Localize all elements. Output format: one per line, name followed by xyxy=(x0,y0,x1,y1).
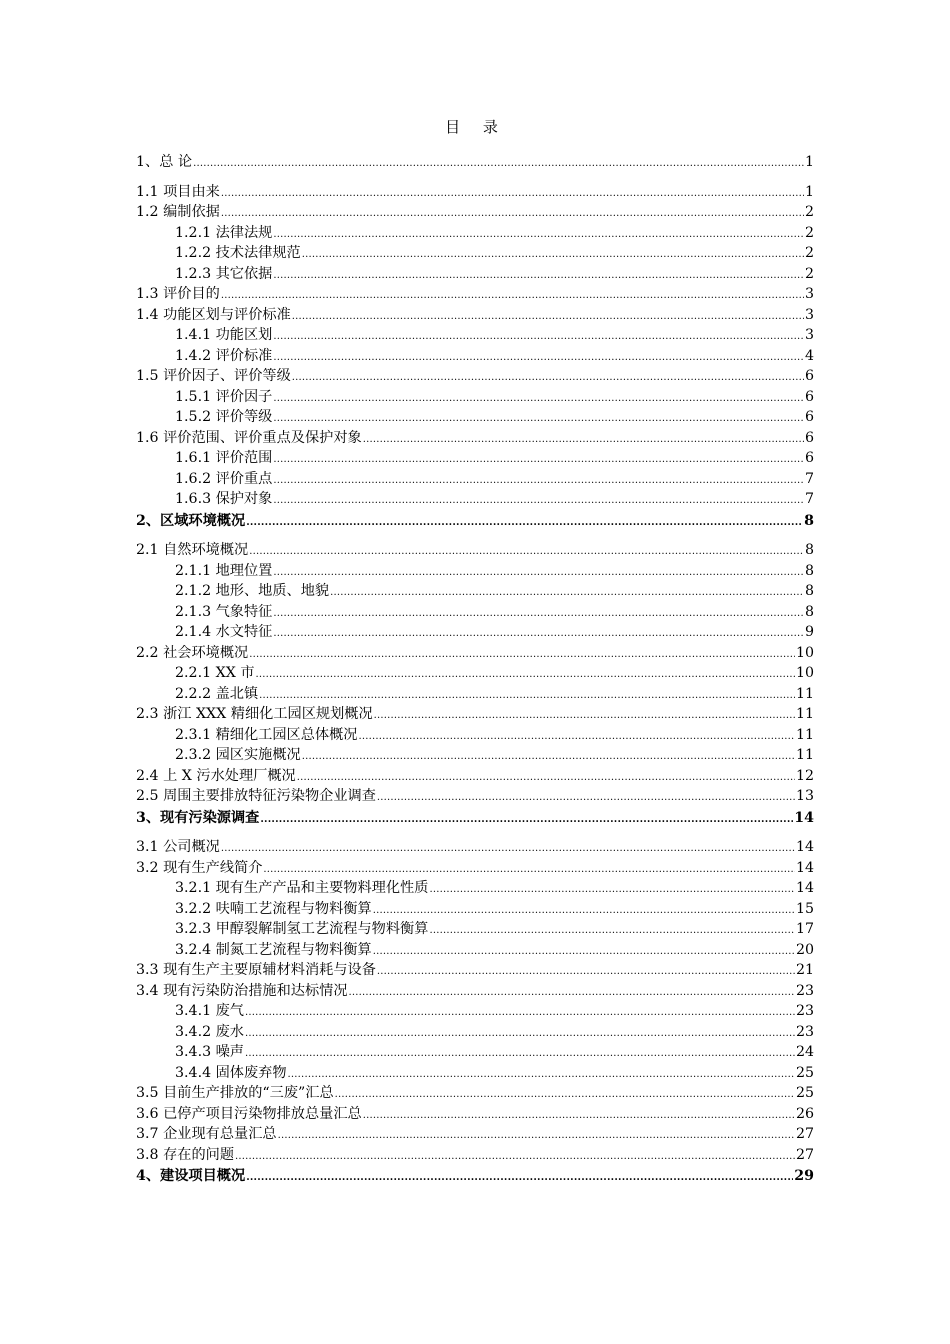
toc-entry-label: 1.6.2 评价重点 xyxy=(175,470,273,487)
toc-page-number: 11 xyxy=(795,726,814,743)
toc-entry[interactable] xyxy=(136,704,814,725)
toc-dot-leader xyxy=(273,471,804,490)
toc-entry[interactable] xyxy=(136,581,814,602)
toc-dot-leader xyxy=(259,686,795,705)
toc-dot-leader xyxy=(235,1147,795,1166)
toc-entry[interactable] xyxy=(136,325,814,346)
toc-entry-label: 3.4 现有污染防治措施和达标情况 xyxy=(136,982,348,999)
toc-entry-label: 1.3 评价目的 xyxy=(136,286,220,302)
toc-dot-leader xyxy=(273,491,804,510)
toc-page-number: 23 xyxy=(795,1003,814,1019)
toc-page-number: 7 xyxy=(804,491,814,507)
toc-entry[interactable] xyxy=(136,1083,814,1104)
toc-dot-leader xyxy=(292,307,804,326)
toc-entry-label: 1.5.1 评价因子 xyxy=(175,388,273,405)
toc-entry-label: 3.2.1 现有生产产品和主要物料理化性质 xyxy=(175,880,429,896)
toc-page-number: 27 xyxy=(795,1146,814,1163)
toc-dot-leader xyxy=(302,245,804,264)
toc-page-number: 8 xyxy=(804,512,814,529)
toc-dot-leader xyxy=(246,1168,793,1187)
toc-page-number: 2 xyxy=(804,224,814,241)
toc-dot-leader xyxy=(273,266,804,285)
toc-page-number: 14 xyxy=(795,859,814,876)
toc-entry[interactable] xyxy=(136,837,814,858)
toc-entry[interactable] xyxy=(136,1001,814,1022)
toc-entry-label: 3.8 存在的问题 xyxy=(136,1146,235,1163)
toc-page-number: 24 xyxy=(795,1044,814,1060)
toc-entry-label: 2.1 自然环境概况 xyxy=(136,542,249,558)
toc-page-number: 6 xyxy=(804,429,814,446)
toc-page-number: 3 xyxy=(804,306,814,323)
toc-entry-label: 2.3.2 园区实施概况 xyxy=(175,747,301,763)
toc-page-number: 8 xyxy=(804,603,814,620)
toc-entry-label: 3.3 现有生产主要原辅材料消耗与设备 xyxy=(136,962,376,978)
toc-dot-leader xyxy=(245,1044,795,1063)
toc-entry-label: 3.7 企业现有总量汇总 xyxy=(136,1126,277,1142)
toc-dot-leader xyxy=(273,450,804,469)
toc-dot-leader xyxy=(249,542,804,561)
toc-entry-label: 1.6 评价范围、评价重点及保护对象 xyxy=(136,429,362,446)
toc-dot-leader xyxy=(273,409,804,428)
toc-page-number: 15 xyxy=(795,900,814,917)
toc-dot-leader xyxy=(330,583,804,602)
toc-entry-label: 3、现有污染源调查 xyxy=(136,809,260,826)
toc-entry-label: 2.1.4 水文特征 xyxy=(175,624,273,640)
toc-entry-label: 2.3.1 精细化工园区总体概况 xyxy=(175,726,358,743)
toc-dot-leader xyxy=(377,962,795,981)
toc-page-number: 27 xyxy=(795,1126,814,1142)
toc-dot-leader xyxy=(263,860,795,879)
toc-entry-label: 1.2 编制依据 xyxy=(136,204,220,220)
toc-dot-leader xyxy=(245,1024,795,1043)
toc-entry-label: 3.2.4 制氮工艺流程与物料衡算 xyxy=(175,941,372,958)
toc-entry-label: 3.4.3 噪声 xyxy=(175,1044,244,1060)
toc-entry-label: 2.1.2 地形、地质、地貌 xyxy=(175,583,330,599)
toc-entry[interactable] xyxy=(136,1104,814,1125)
toc-dot-leader xyxy=(278,1126,795,1145)
toc-page-number: 25 xyxy=(795,1085,814,1101)
toc-entry-label: 1.6.1 评价范围 xyxy=(175,450,273,466)
toc-chapter-entry[interactable] xyxy=(136,152,814,173)
toc-dot-leader xyxy=(288,1065,795,1084)
toc-entry-label: 3.4.2 废水 xyxy=(175,1023,244,1040)
toc-dot-leader xyxy=(273,348,804,367)
toc-entry[interactable] xyxy=(136,745,814,766)
toc-page-number: 6 xyxy=(804,388,814,405)
toc-dot-leader xyxy=(273,624,804,643)
toc-page-number: 14 xyxy=(795,880,814,896)
toc-page-number: 8 xyxy=(804,583,814,599)
table-of-contents xyxy=(136,151,814,1196)
toc-entry-label: 1.5.2 评价等级 xyxy=(175,409,273,425)
toc-dot-leader xyxy=(273,327,804,346)
toc-entry[interactable] xyxy=(136,387,814,408)
toc-entry[interactable] xyxy=(136,684,814,705)
toc-chapter-entry[interactable] xyxy=(136,1166,814,1187)
toc-page-number: 21 xyxy=(795,962,814,978)
toc-page-number: 6 xyxy=(804,450,814,466)
toc-entry[interactable] xyxy=(136,182,814,203)
toc-entry[interactable] xyxy=(136,858,814,879)
toc-entry-label: 2.3 浙江 XXX 精细化工园区规划概况 xyxy=(136,706,373,722)
toc-dot-leader xyxy=(363,430,804,449)
toc-chapter-entry[interactable] xyxy=(136,808,814,829)
toc-entry[interactable] xyxy=(136,960,814,981)
toc-page-number: 3 xyxy=(804,327,814,343)
toc-entry-label: 1.2.2 技术法律规范 xyxy=(175,245,301,261)
toc-entry[interactable] xyxy=(136,489,814,510)
toc-dot-leader xyxy=(273,604,804,623)
toc-entry[interactable] xyxy=(136,305,814,326)
toc-entry-label: 1.4.1 功能区划 xyxy=(175,327,273,343)
toc-entry[interactable] xyxy=(136,622,814,643)
toc-entry[interactable] xyxy=(136,223,814,244)
toc-entry[interactable] xyxy=(136,663,814,684)
toc-page-number: 29 xyxy=(794,1168,814,1184)
toc-dot-leader xyxy=(429,921,795,940)
toc-entry-label: 3.2.3 甲醇裂解制氢工艺流程与物料衡算 xyxy=(175,921,429,937)
toc-entry-label: 3.4.4 固体废弃物 xyxy=(175,1064,287,1081)
toc-entry-label: 3.5 目前生产排放的“三废”汇总 xyxy=(136,1085,334,1101)
toc-entry-label: 1.4.2 评价标准 xyxy=(175,347,273,364)
toc-entry[interactable] xyxy=(136,284,814,305)
toc-entry-label: 2.2.1 XX 市 xyxy=(175,665,255,681)
toc-entry-label: 1.1 项目由来 xyxy=(136,183,220,200)
toc-entry[interactable] xyxy=(136,1063,814,1084)
toc-dot-leader xyxy=(302,747,795,766)
toc-dot-leader xyxy=(221,286,804,305)
toc-page-number: 20 xyxy=(795,941,814,958)
toc-entry-label: 2.4 上 X 污水处理厂概况 xyxy=(136,767,296,784)
toc-dot-leader xyxy=(335,1085,795,1104)
toc-entry-label: 3.1 公司概况 xyxy=(136,839,220,855)
toc-entry[interactable] xyxy=(136,243,814,264)
toc-dot-leader xyxy=(349,983,795,1002)
toc-entry-label: 3.4.1 废气 xyxy=(175,1003,244,1019)
toc-entry[interactable] xyxy=(136,899,814,920)
toc-entry-label: 4、建设项目概况 xyxy=(136,1168,246,1184)
toc-page-number: 13 xyxy=(795,788,814,804)
toc-entry-label: 2.1.3 气象特征 xyxy=(175,603,273,620)
toc-dot-leader xyxy=(193,154,804,173)
toc-entry[interactable] xyxy=(136,448,814,469)
toc-entry[interactable] xyxy=(136,643,814,664)
toc-entry[interactable] xyxy=(136,428,814,449)
toc-page-number: 10 xyxy=(795,644,814,661)
toc-dot-leader xyxy=(273,563,804,582)
toc-entry[interactable] xyxy=(136,878,814,899)
toc-page-number: 2 xyxy=(804,204,814,220)
toc-page-number: 23 xyxy=(795,982,814,999)
toc-entry-label: 3.2.2 呋喃工艺流程与物料衡算 xyxy=(175,900,372,917)
toc-dot-leader xyxy=(363,1106,795,1125)
toc-dot-leader xyxy=(260,810,793,829)
toc-page-number: 8 xyxy=(804,562,814,579)
toc-title: 目 录 xyxy=(445,118,507,136)
toc-dot-leader xyxy=(249,645,795,664)
toc-dot-leader xyxy=(256,665,795,684)
toc-dot-leader xyxy=(373,942,795,961)
toc-page-number: 14 xyxy=(795,839,814,855)
toc-dot-leader xyxy=(429,880,795,899)
toc-entry-label: 3.2 现有生产线简介 xyxy=(136,859,263,876)
toc-page-number: 7 xyxy=(804,470,814,487)
toc-entry[interactable] xyxy=(136,264,814,285)
toc-dot-leader xyxy=(273,225,804,244)
toc-chapter-entry[interactable] xyxy=(136,511,814,532)
toc-entry[interactable] xyxy=(136,1022,814,1043)
toc-page-number: 3 xyxy=(804,286,814,302)
toc-page-number: 1 xyxy=(804,183,814,200)
toc-page-number: 6 xyxy=(804,368,814,384)
toc-dot-leader xyxy=(246,513,803,532)
toc-page-number: 9 xyxy=(804,624,814,640)
toc-page-number: 11 xyxy=(795,747,814,763)
toc-entry[interactable] xyxy=(136,1042,814,1063)
toc-entry[interactable] xyxy=(136,981,814,1002)
toc-page-number: 23 xyxy=(795,1023,814,1040)
toc-entry[interactable] xyxy=(136,919,814,940)
toc-page-number: 10 xyxy=(795,665,814,681)
toc-page-number: 8 xyxy=(804,542,814,558)
toc-dot-leader xyxy=(297,768,795,787)
toc-dot-leader xyxy=(221,184,804,203)
toc-entry[interactable] xyxy=(136,786,814,807)
toc-entry[interactable] xyxy=(136,725,814,746)
toc-dot-leader xyxy=(221,839,795,858)
toc-dot-leader xyxy=(221,204,804,223)
toc-entry[interactable] xyxy=(136,766,814,787)
toc-dot-leader xyxy=(359,727,795,746)
toc-page-number: 11 xyxy=(795,685,814,702)
toc-entry[interactable] xyxy=(136,469,814,490)
toc-dot-leader xyxy=(292,368,804,387)
toc-entry-label: 1.6.3 保护对象 xyxy=(175,491,273,507)
toc-page-number: 6 xyxy=(804,409,814,425)
toc-entry[interactable] xyxy=(136,540,814,561)
toc-entry[interactable] xyxy=(136,1145,814,1166)
toc-entry-label: 2.5 周围主要排放特征污染物企业调查 xyxy=(136,788,376,804)
toc-entry-label: 3.6 已停产项目污染物排放总量汇总 xyxy=(136,1105,362,1122)
toc-page-number: 2 xyxy=(804,265,814,282)
toc-entry-label: 1、总 论 xyxy=(136,154,193,170)
toc-page-number: 1 xyxy=(804,154,814,170)
toc-entry-label: 1.2.1 法律法规 xyxy=(175,224,273,241)
toc-entry[interactable] xyxy=(136,366,814,387)
toc-page-number: 25 xyxy=(795,1064,814,1081)
toc-page-number: 12 xyxy=(795,767,814,784)
toc-entry[interactable] xyxy=(136,561,814,582)
toc-page-number: 11 xyxy=(795,706,814,722)
toc-entry[interactable] xyxy=(136,602,814,623)
toc-entry[interactable] xyxy=(136,940,814,961)
toc-dot-leader xyxy=(374,706,795,725)
toc-entry-label: 2.2.2 盖北镇 xyxy=(175,685,259,702)
toc-page-number: 4 xyxy=(804,347,814,364)
toc-page-number: 26 xyxy=(795,1105,814,1122)
toc-dot-leader xyxy=(273,389,804,408)
toc-dot-leader xyxy=(373,901,795,920)
toc-page-number: 14 xyxy=(794,809,814,826)
toc-entry-label: 2.2 社会环境概况 xyxy=(136,644,249,661)
toc-page-number: 2 xyxy=(804,245,814,261)
toc-entry-label: 2、区域环境概况 xyxy=(136,512,246,529)
toc-entry[interactable] xyxy=(136,346,814,367)
toc-entry-label: 1.4 功能区划与评价标准 xyxy=(136,306,291,323)
toc-page-number: 17 xyxy=(795,921,814,937)
toc-dot-leader xyxy=(377,788,795,807)
toc-entry-label: 1.2.3 其它依据 xyxy=(175,265,273,282)
toc-dot-leader xyxy=(245,1003,795,1022)
toc-entry[interactable] xyxy=(136,1124,814,1145)
toc-entry-label: 2.1.1 地理位置 xyxy=(175,562,273,579)
toc-entry[interactable] xyxy=(136,407,814,428)
toc-entry[interactable] xyxy=(136,202,814,223)
toc-entry-label: 1.5 评价因子、评价等级 xyxy=(136,368,291,384)
